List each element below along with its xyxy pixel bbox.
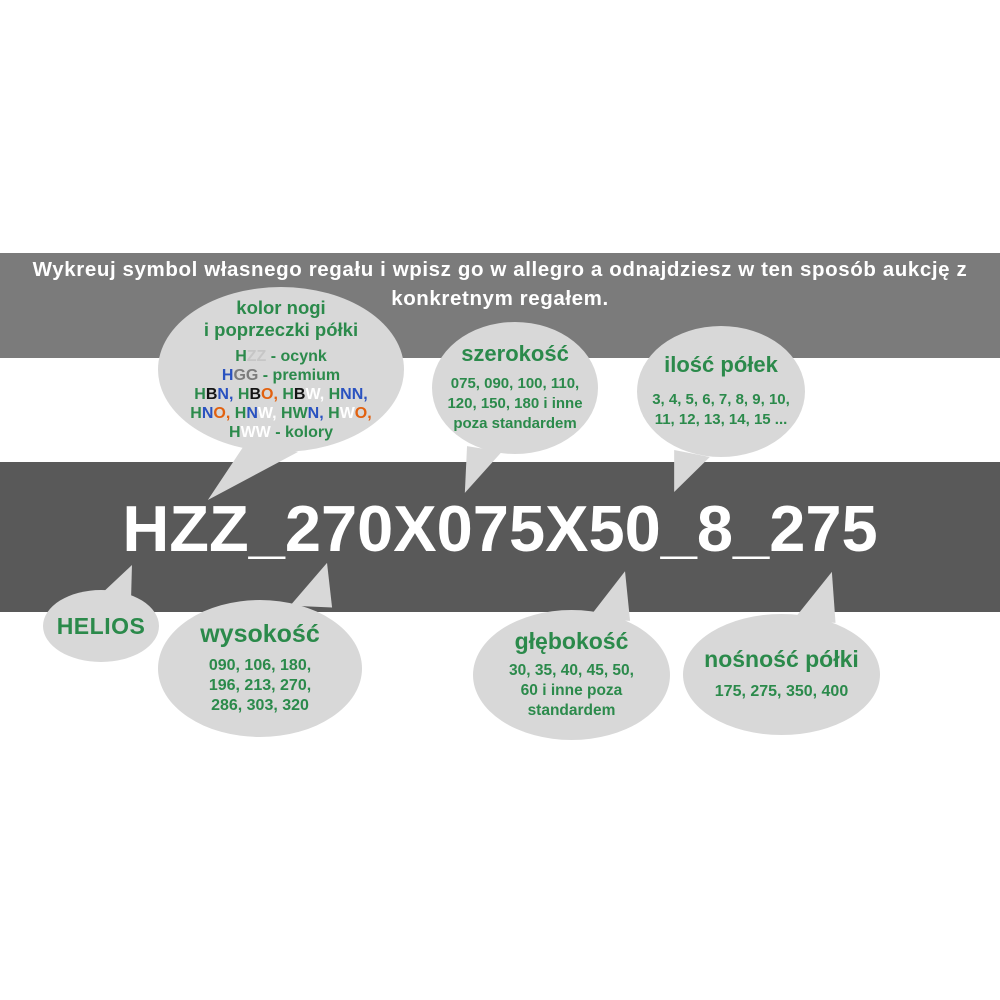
wysokosc-values-line: 090, 106, 180, bbox=[208, 657, 312, 675]
bubble-kolor-title bbox=[204, 297, 358, 341]
bubble-helios bbox=[43, 590, 159, 662]
szerokosc-values-line: poza standardem bbox=[453, 415, 577, 433]
bubble-ilosc-polek bbox=[637, 326, 805, 457]
bubble-szerokosc-title: szerokość bbox=[461, 340, 569, 366]
ilosc-values-line: 3, 4, 5, 6, 7, 8, 9, 10, bbox=[652, 390, 790, 408]
header-line-1: Wykreuj symbol własnego regału i wpisz go w allegro a odnajdziesz w ten sposób aukcję z bbox=[32, 258, 968, 281]
bubble-kolor-nogi bbox=[158, 287, 404, 452]
bubble-glebokosc-title: głębokość bbox=[514, 627, 629, 654]
szerokosc-values-line: 075, 090, 100, 110, bbox=[450, 375, 580, 393]
bubble-wysokosc bbox=[158, 600, 362, 737]
nosnosc-values-line: 175, 275, 350, 400 bbox=[714, 682, 849, 700]
glebokosc-values-line: 30, 35, 40, 45, 50, bbox=[509, 662, 634, 680]
header-line-2: konkretnym regałem. bbox=[391, 286, 609, 310]
glebokosc-values-line: standardem bbox=[527, 702, 616, 720]
szerokosc-values-line: 120, 150, 180 i inne bbox=[447, 395, 583, 413]
bubble-kolor-codes bbox=[190, 347, 371, 442]
color-code-line: HNO, HNW, HWN, HWO, bbox=[190, 404, 372, 422]
ilosc-values-line: 11, 12, 13, 14, 15 ... bbox=[654, 410, 788, 428]
glebokosc-values-line: 60 i inne poza bbox=[520, 682, 623, 700]
product-code: HZZ_270X075X50_8_275 bbox=[122, 491, 878, 565]
bubble-wysokosc-title: wysokość bbox=[200, 619, 320, 648]
wysokosc-values-line: 196, 213, 270, bbox=[208, 677, 312, 695]
bubble-glebokosc bbox=[473, 610, 670, 740]
color-code-line: HWW - kolory bbox=[229, 423, 333, 441]
wysokosc-values-line: 286, 303, 320 bbox=[211, 697, 309, 715]
brand-label: HELIOS bbox=[56, 612, 146, 639]
bubble-kolor-title-line2: i poprzeczki półki bbox=[203, 319, 359, 340]
bubble-szerokosc bbox=[432, 322, 598, 454]
bubble-kolor-title-line1: kolor nogi bbox=[236, 297, 326, 319]
header-text bbox=[0, 256, 1000, 313]
color-code-line: HZZ - ocynk bbox=[235, 347, 327, 365]
bubble-ilosc-title: ilość półek bbox=[664, 352, 778, 378]
bubble-nosnosc-polki bbox=[683, 614, 880, 735]
bubble-nosnosc-title: nośność półki bbox=[704, 646, 859, 673]
color-code-line: HBN, HBO, HBW, HNN, bbox=[194, 385, 368, 403]
color-code-line: HGG - premium bbox=[221, 366, 341, 384]
